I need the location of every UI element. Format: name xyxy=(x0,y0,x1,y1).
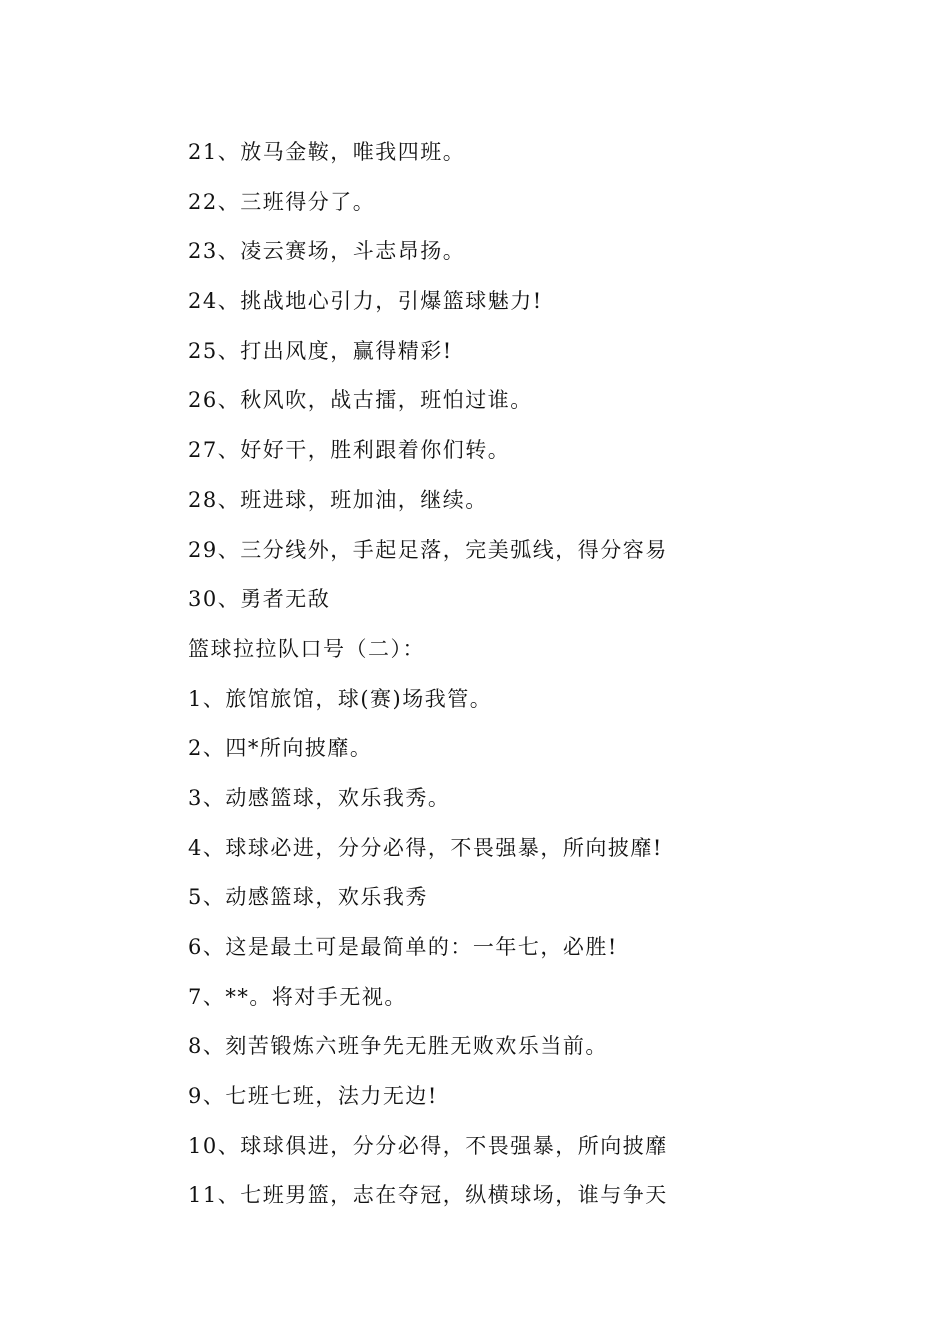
slogan-line: 22、三班得分了。 xyxy=(188,189,376,214)
slogan-line: 6、这是最土可是最简单的：一年七，必胜! xyxy=(188,935,618,959)
slogan-line: 4、球球必进，分分必得，不畏强暴，所向披靡! xyxy=(188,835,663,860)
slogan-line: 27、好好干，胜利跟着你们转。 xyxy=(188,438,511,463)
slogan-line: 9、七班七班，法力无边! xyxy=(188,1084,438,1109)
slogan-line: 29、三分线外，手起足落，完美弧线，得分容易 xyxy=(188,537,668,562)
slogan-line: 25、打出风度，赢得精彩! xyxy=(188,338,453,363)
slogan-line: 24、挑战地心引力，引爆篮球魅力! xyxy=(188,289,543,314)
slogan-line: 7、**。将对手无视。 xyxy=(188,984,407,1009)
slogan-line: 30、勇者无敌 xyxy=(188,587,331,612)
section-heading: 篮球拉拉队口号（二）： xyxy=(188,636,425,661)
slogan-line: 11、七班男篮，志在夺冠，纵横球场，谁与争天 xyxy=(188,1183,668,1208)
slogan-line: 28、班进球，班加油，继续。 xyxy=(188,487,488,512)
slogan-line: 2、四*所向披靡。 xyxy=(188,736,373,761)
slogan-line: 10、球球俱进，分分必得，不畏强暴，所向披靡 xyxy=(188,1133,668,1158)
slogan-line: 23、凌云赛场，斗志昂扬。 xyxy=(188,239,466,264)
slogan-line: 1、旅馆旅馆，球(赛)场我管。 xyxy=(188,686,493,711)
slogan-line: 5、动感篮球，欢乐我秀 xyxy=(188,885,428,910)
document-body xyxy=(188,137,888,1230)
slogan-line: 8、刻苦锻炼六班争先无胜无败欢乐当前。 xyxy=(188,1034,608,1059)
slogan-line: 21、放马金鞍，唯我四班。 xyxy=(188,140,466,164)
slogan-line: 26、秋风吹，战古擂，班怕过谁。 xyxy=(188,388,533,413)
slogan-line: 3、动感篮球，欢乐我秀。 xyxy=(188,785,451,810)
